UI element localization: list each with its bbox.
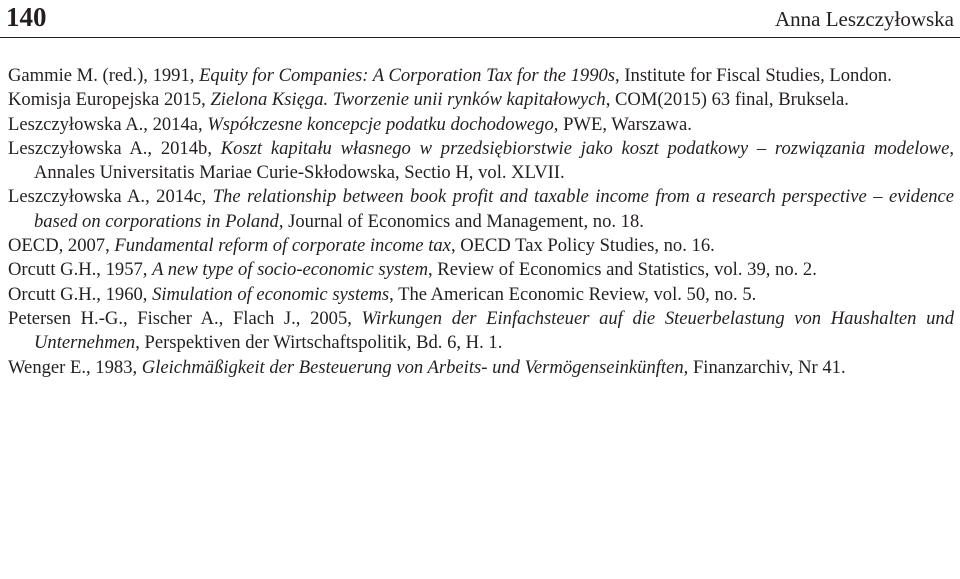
reference-title: The relationship between book profit and taxable income from a research perspective – evidence based on corporations in Poland — [34, 186, 955, 232]
reference-title: Zielona Księga. Tworzenie unii rynków kapitałowych — [210, 89, 606, 111]
reference-title: A new type of socio-economic system — [152, 259, 428, 281]
reference-authors-year: Leszczyłowska A., 2014a, — [8, 113, 208, 135]
reference-source: , Annales Universitatis Mariae Curie-Skłodowska, Sectio H, vol. XLVII. — [34, 137, 954, 184]
reference-source: , OECD Tax Policy Studies, no. 16. — [450, 235, 715, 257]
reference-title: Fundamental reform of corporate income tax — [114, 235, 451, 257]
reference-orcutt-1957 — [8, 258, 954, 282]
reference-source: , Institute for Fiscal Studies, London. — [615, 65, 892, 86]
reference-authors-year: OECD, 2007, — [8, 235, 115, 257]
page-number: 140 — [6, 2, 47, 32]
reference-authors-year: Leszczyłowska A., 2014b, — [8, 137, 221, 159]
reference-source: , Review of Economics and Statistics, vol. 39, no. 2. — [428, 259, 817, 281]
reference-leszczylowska-2014a — [8, 113, 954, 137]
reference-source: , Journal of Economics and Management, no. 18. — [278, 210, 644, 232]
reference-title: Koszt kapitału własnego w przedsiębiorstwie jako koszt podatkowy – rozwiązania modelowe — [220, 137, 950, 159]
reference-title: Simulation of economic systems — [152, 283, 390, 305]
reference-authors-year: Komisja Europejska 2015, — [8, 89, 211, 111]
reference-source: , Finanzarchiv, Nr 41. — [683, 356, 846, 378]
page-header — [0, 0, 960, 42]
reference-source: , COM(2015) 63 final, Bruksela. — [605, 89, 849, 111]
header-rule — [0, 37, 960, 38]
reference-komisja-2015 — [8, 88, 954, 112]
running-head-author: Anna Leszczyłowska — [774, 7, 954, 31]
reference-authors-year: Gammie M. (red.), 1991, — [8, 65, 200, 86]
reference-leszczylowska-2014c — [8, 185, 954, 234]
reference-title: Equity for Companies: A Corporation Tax for the 1990s — [199, 65, 616, 86]
reference-source: , PWE, Warszawa. — [553, 113, 692, 135]
reference-orcutt-1960 — [8, 283, 954, 307]
reference-authors-year: Orcutt G.H., 1960, — [8, 283, 153, 305]
reference-title: Gleichmäßigkeit der Besteuerung von Arbeits- und Vermögenseinkünften — [141, 356, 684, 378]
reference-authors-year: Petersen H.-G., Fischer A., Flach J., 2005, — [8, 307, 362, 329]
reference-wenger-1983 — [8, 356, 954, 380]
reference-source: , The American Economic Review, vol. 50, no. 5. — [389, 283, 757, 305]
reference-list — [8, 64, 954, 380]
reference-oecd-2007 — [8, 234, 954, 258]
reference-title: Współczesne koncepcje podatku dochodowego — [207, 113, 554, 135]
reference-authors-year: Orcutt G.H., 1957, — [8, 259, 153, 281]
reference-gammie-1991 — [8, 64, 954, 88]
reference-authors-year: Leszczyłowska A., 2014c, — [8, 186, 213, 208]
reference-authors-year: Wenger E., 1983, — [8, 356, 142, 378]
reference-title: Wirkungen der Einfachsteuer auf die Steuerbelastung von Haushalten und Unternehmen — [34, 307, 954, 354]
reference-source: , Perspektiven der Wirtschaftspolitik, Bd. 6, H. 1. — [135, 332, 503, 354]
reference-leszczylowska-2014b — [8, 137, 954, 186]
reference-petersen-2005 — [8, 307, 954, 356]
